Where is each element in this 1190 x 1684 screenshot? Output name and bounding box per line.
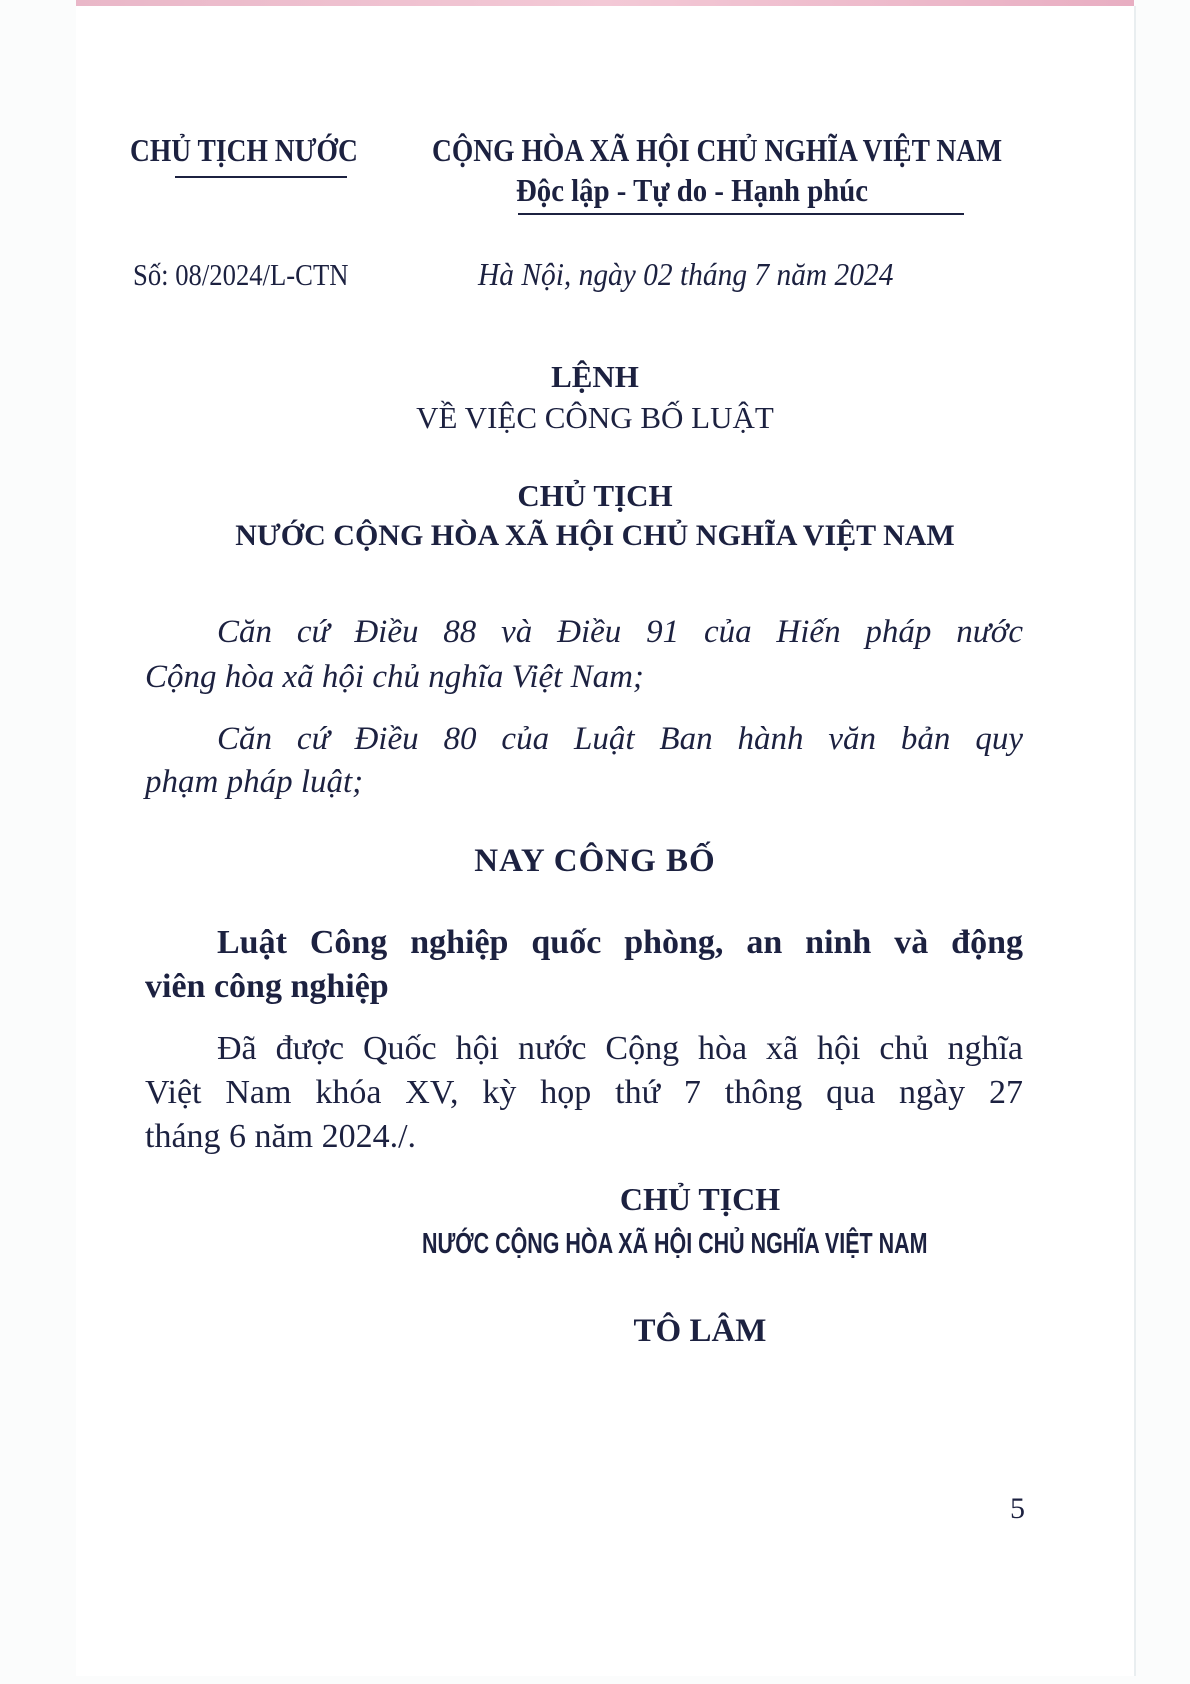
issuer-text: CHỦ TỊCH NƯỚC [130, 132, 358, 168]
law-name-line-2: viên công nghiệp [145, 968, 389, 1005]
basis-2-line-1: Căn cứ Điều 80 của Luật Ban hành văn bản quy [217, 721, 1023, 757]
country-text: CỘNG HÒA XÃ HỘI CHỦ NGHĨA VIỆT NAM [432, 132, 1003, 168]
authority-country: NƯỚC CỘNG HÒA XÃ HỘI CHỦ NGHĨA VIỆT NAM [235, 519, 955, 552]
document-number-text: Số: 08/2024/L-CTN [133, 257, 349, 292]
place-date [478, 258, 930, 290]
document-number [133, 259, 384, 290]
page-number: 5 [1010, 1492, 1025, 1525]
announce-heading: NAY CÔNG BỐ [474, 843, 716, 879]
motto-underline [518, 213, 964, 215]
doc-type: LỆNH [551, 359, 639, 394]
signature-title: CHỦ TỊCH [619, 1181, 781, 1217]
basis-2-line-2: phạm pháp luật; [145, 764, 364, 800]
place-date-text: Hà Nội, ngày 02 tháng 7 năm 2024 [478, 256, 894, 292]
doc-subject: VỀ VIỆC CÔNG BỐ LUẬT [416, 400, 774, 435]
motto [516, 174, 907, 206]
signer-name: TÔ LÂM [633, 1313, 767, 1349]
motto-text: Độc lập - Tự do - Hạnh phúc [516, 172, 869, 208]
issuer-underline [175, 176, 347, 178]
passage-line-2: Việt Nam khóa XV, kỳ họp thứ 7 thông qua ngày 27 [145, 1074, 1023, 1111]
basis-1-line-2: Cộng hòa xã hội chủ nghĩa Việt Nam; [145, 659, 644, 695]
passage-line-3: tháng 6 năm 2024./. [145, 1118, 417, 1155]
law-name-line-1: Luật Công nghiệp quốc phòng, an ninh và động [217, 924, 1023, 961]
authority-title: CHỦ TỊCH [517, 478, 673, 513]
country-name [432, 134, 1095, 166]
issuer [130, 134, 395, 166]
basis-1-line-1: Căn cứ Điều 88 và Điều 91 của Hiến pháp nước [217, 614, 1023, 650]
passage-line-1: Đã được Quốc hội nước Cộng hòa xã hội chủ nghĩa [217, 1030, 1023, 1067]
signature-country-text: NƯỚC CỘNG HÒA XÃ HỘI CHỦ NGHĨA VIỆT NAM [422, 1228, 928, 1260]
signature-country [422, 1230, 1105, 1259]
